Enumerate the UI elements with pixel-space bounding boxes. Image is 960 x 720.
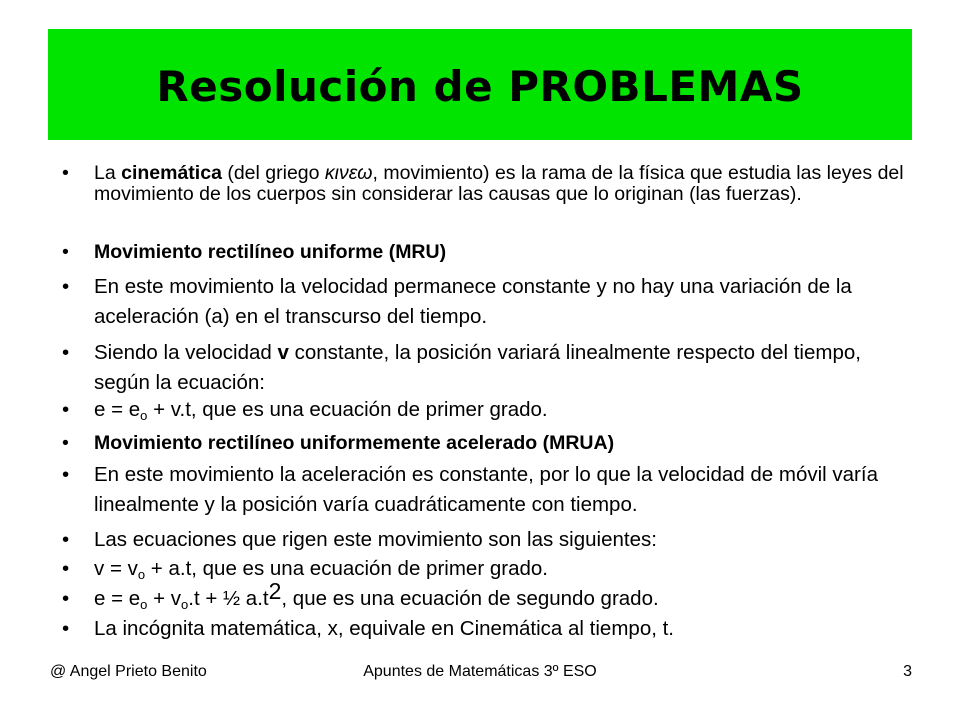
footer-subject: Apuntes de Matemáticas 3º ESO: [363, 663, 597, 680]
bullet-text: Movimiento rectilíneo uniforme (MRU): [94, 241, 447, 263]
bullet-text: Movimiento rectilíneo uniformemente acelerado (MRUA): [94, 432, 615, 454]
bullet-marker: •: [62, 241, 69, 263]
bullet-ecuacion-velocidad: [62, 554, 912, 584]
bullet-ecuacion-posicion: [62, 578, 912, 614]
bullet-marker: •: [62, 557, 70, 580]
bullet-incognita: [62, 614, 912, 644]
bullet-marker: •: [62, 463, 70, 486]
bullet-ecuacion-mru: [62, 395, 912, 425]
bullet-velocidad: [62, 338, 912, 398]
bullet-text: La cinemática (del griego κινεω, movimiento) es la rama de la física que estudia las leyes del movimiento de los cuerpos sin considerar las causas que lo originan (las fuerzas).: [94, 162, 904, 205]
bullet-text: $v = v_o + a.t$, que es una ecuación de primer grado.: [94, 557, 548, 582]
bullet-text: $e = e_o + v_o.t$ + ½ $a.t^2$, que es una ecuación de segundo grado.: [94, 578, 659, 612]
bullet-marker: •: [62, 587, 70, 610]
bullet-text: En este movimiento la aceleración es constante, por lo que la velocidad de móvil varía linealmente y la posición varía cuadráticamente con tiempo.: [94, 463, 878, 516]
bullet-text: Las ecuaciones que rigen este movimiento son las siguientes:: [94, 528, 657, 551]
bullet-mrua-description: [62, 460, 912, 520]
bullet-text: En este movimiento la velocidad permanece constante y no hay una variación de la aceleración (a) en el transcurso del tiempo.: [94, 275, 852, 328]
bullet-mru-heading: [62, 242, 912, 263]
bullet-text: $e = e_o + v.t$, que es una ecuación de primer grado.: [94, 398, 548, 423]
bullet-text: La incógnita matemática, x, equivale en Cinemática al tiempo, t.: [94, 617, 674, 640]
bullet-marker: •: [62, 432, 69, 454]
bullet-ecuaciones-intro: [62, 525, 912, 555]
slide-title: Resolución de PROBLEMAS: [156, 62, 804, 111]
bullet-cinematica: [62, 163, 912, 205]
bullet-marker: •: [62, 162, 69, 184]
bullet-mrua-heading: [62, 433, 912, 454]
bullet-marker: •: [62, 341, 70, 364]
bullet-text: Siendo la velocidad v constante, la posición variará linealmente respecto del tiempo, según la ecuación:: [94, 341, 861, 394]
footer-page-number: 3: [903, 663, 912, 680]
bullet-marker: •: [62, 617, 70, 640]
bullet-mru-description: [62, 272, 912, 332]
bullet-marker: •: [62, 528, 70, 551]
footer-author: @ Angel Prieto Benito: [50, 663, 207, 680]
bullet-marker: •: [62, 398, 70, 421]
bullet-marker: •: [62, 275, 70, 298]
